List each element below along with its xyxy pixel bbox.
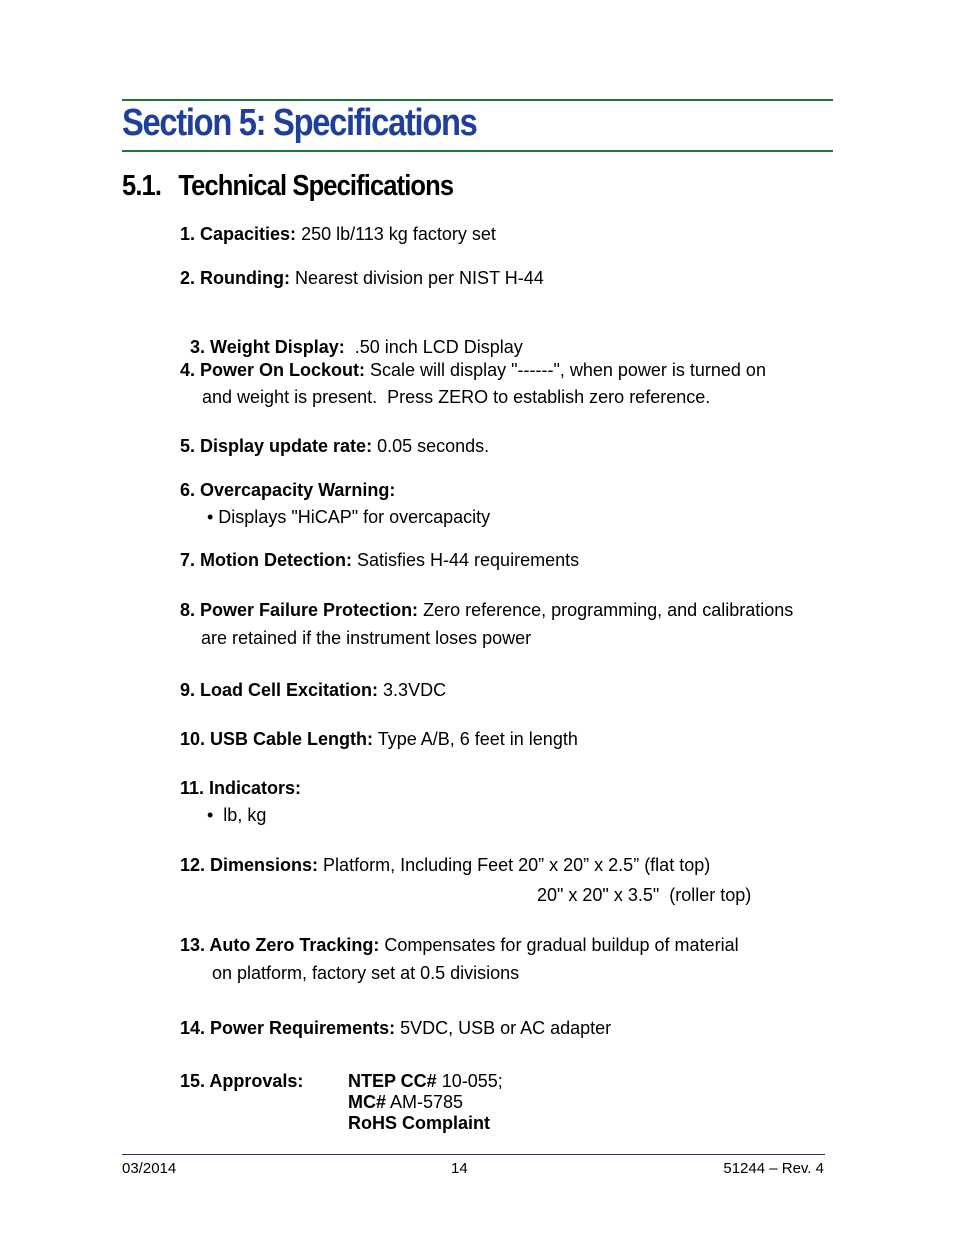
spec-indicators-bullet: • lb, kg — [207, 805, 267, 825]
approval-label: NTEP CC# — [348, 1071, 437, 1091]
spec-power-on-lockout-cont: and weight is present. Press ZERO to establish zero reference. — [202, 387, 711, 407]
approval-rohs — [348, 1113, 490, 1134]
spec-value: Platform, Including Feet 20” x 20” x 2.5” (flat top) — [318, 855, 711, 875]
spec-value: Compensates for gradual buildup of material — [379, 935, 739, 955]
spec-power-on-lockout — [180, 360, 766, 381]
spec-power-failure-protection — [180, 600, 793, 621]
spec-auto-zero-tracking — [180, 935, 739, 956]
spec-overcapacity-bullet: • Displays "HiCAP" for overcapacity — [207, 507, 491, 527]
spec-load-cell-excitation — [180, 680, 446, 701]
approval-label: MC# — [348, 1092, 387, 1112]
spec-auto-zero-cont: on platform, factory set at 0.5 divisions — [212, 963, 520, 983]
footer-date: 03/2014 — [122, 1160, 177, 1177]
spec-value: Type A/B, 6 feet in length — [373, 729, 578, 749]
footer-page-number: 14 — [451, 1160, 468, 1177]
spec-value: Satisfies H-44 requirements — [352, 550, 580, 570]
spec-value: 5VDC, USB or AC adapter — [395, 1018, 612, 1038]
spec-display-update-rate — [180, 436, 489, 457]
spec-power-requirements — [180, 1018, 611, 1039]
spec-label: 15. Approvals: — [180, 1071, 304, 1091]
spec-label: 3. Weight Display: — [190, 337, 345, 357]
spec-label: 12. Dimensions: — [180, 855, 319, 875]
spec-value: .50 inch LCD Display — [344, 337, 523, 357]
spec-label: 9. Load Cell Excitation: — [180, 680, 379, 700]
approval-label: RoHS Complaint — [348, 1113, 490, 1133]
approval-mc — [348, 1092, 463, 1113]
spec-value: Scale will display "------", when power is turned on — [365, 360, 766, 380]
spec-value: 0.05 seconds. — [372, 436, 490, 456]
spec-label: 13. Auto Zero Tracking: — [180, 935, 380, 955]
spec-value: Nearest division per NIST H-44 — [289, 268, 544, 288]
title-bottom-rule — [122, 150, 833, 152]
footer-rule — [122, 1154, 825, 1155]
spec-label: 5. Display update rate: — [180, 436, 373, 456]
spec-capacities — [180, 224, 496, 245]
approval-ntep — [348, 1071, 503, 1092]
spec-label: 8. Power Failure Protection: — [180, 600, 419, 620]
spec-label: 1. Capacities: — [180, 224, 297, 244]
subsection-number: 5.1. — [122, 170, 162, 202]
spec-approvals — [180, 1071, 303, 1092]
spec-weight-display — [180, 316, 523, 358]
spec-label: 6. Overcapacity Warning: — [180, 480, 396, 500]
spec-indicators — [180, 778, 301, 799]
spec-rounding — [180, 268, 544, 289]
spec-usb-cable-length — [180, 729, 578, 750]
spec-label: 7. Motion Detection: — [180, 550, 352, 570]
spec-value: 3.3VDC — [378, 680, 447, 700]
approval-value: AM-5785 — [386, 1092, 464, 1112]
spec-dimensions — [180, 855, 710, 876]
subsection-title: Technical Specifications — [178, 170, 454, 202]
approval-value: 10-055; — [436, 1071, 503, 1091]
spec-motion-detection — [180, 550, 579, 571]
spec-label: 4. Power On Lockout: — [180, 360, 366, 380]
spec-overcapacity-warning — [180, 480, 395, 501]
spec-label: 11. Indicators: — [180, 778, 302, 798]
spec-dimensions-cont: 20" x 20" x 3.5" (roller top) — [537, 885, 752, 905]
spec-value: Zero reference, programming, and calibrations — [418, 600, 794, 620]
title-top-rule — [122, 99, 833, 101]
spec-label: 14. Power Requirements: — [180, 1018, 396, 1038]
spec-power-failure-cont: are retained if the instrument loses power — [201, 628, 532, 648]
spec-label: 2. Rounding: — [180, 268, 290, 288]
spec-value: 250 lb/113 kg factory set — [296, 224, 496, 244]
subsection-heading — [122, 170, 453, 203]
footer-doc-revision: 51244 – Rev. 4 — [723, 1160, 824, 1177]
section-title: Section 5: Specifications — [122, 102, 477, 144]
spec-label: 10. USB Cable Length: — [180, 729, 374, 749]
